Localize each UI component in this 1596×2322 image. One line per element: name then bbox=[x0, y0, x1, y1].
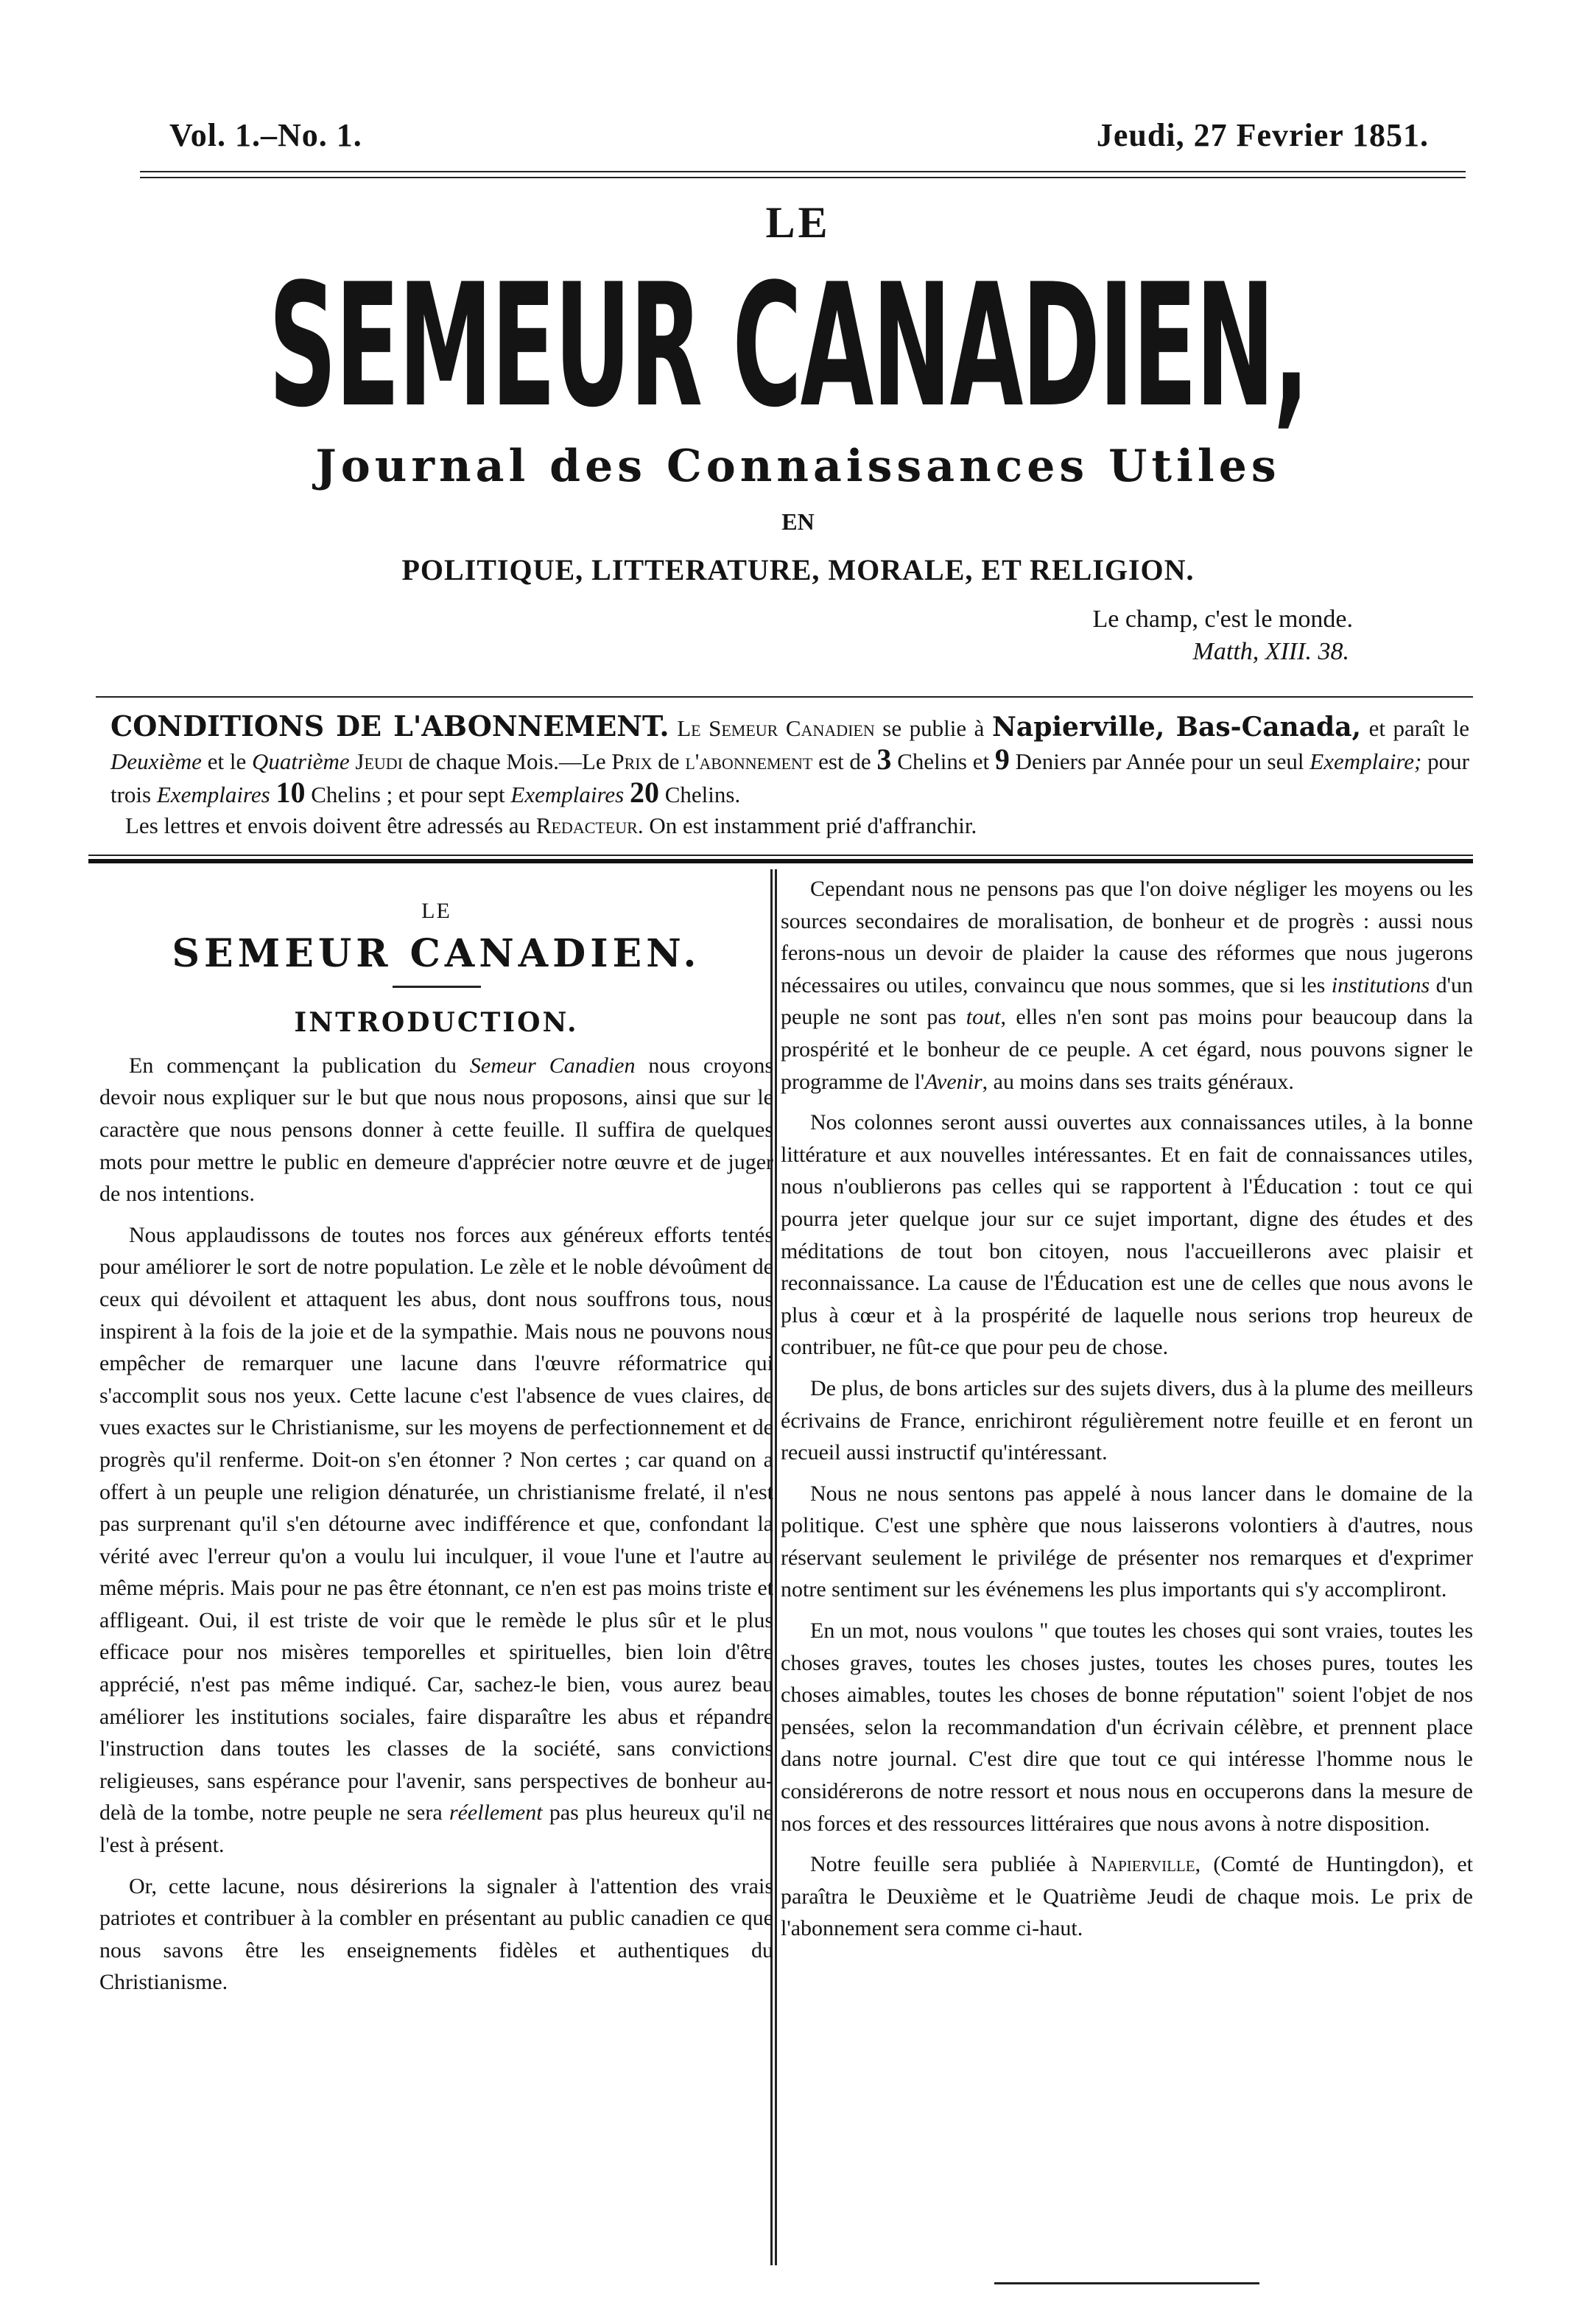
intro-paragraph-1: En commençant la publication du Semeur Canadien nous croyons devoir nous expliquer sur le but que nous nous proposons, ainsi que sur le caractère que nous pensons donner à cette feuille. Il suffira de quelques mots pour mettre le public en demeure d'apprécier notre œuvre et de juger de nos intentions. bbox=[99, 1053, 773, 1207]
title-rule bbox=[393, 986, 481, 988]
subscription-conditions bbox=[110, 711, 1469, 841]
conditions-paragraph: CONDITIONS DE L'ABONNEMENT. Le Semeur Canadien se publie à Napierville, Bas-Canada, et paraît le Deuxième et le Quatrième Jeudi de chaque Mois.—Le Prix de l'abonnement est de 3 Chelins et 9 Deniers par Année pour un seul Exemplaire; pour trois Exemplaires 10 Chelins ; et pour sept Exemplaires 20 Chelins. bbox=[110, 709, 1470, 809]
masthead-le: LE bbox=[765, 198, 831, 247]
column-divider-2 bbox=[775, 869, 777, 2265]
article-title: SEMEUR CANADIEN. bbox=[172, 930, 701, 976]
dateline bbox=[155, 116, 1444, 164]
left-column bbox=[99, 873, 773, 2007]
right-paragraph-4: Nous ne nous sentons pas appelé à nous lancer dans le domaine de la politique. C'est une sphère que nous laisserons volontiers à d'autres, nous réservant seulement le privilége de présenter nos remarques et d'exprimer notre sentiment sur les événemens les plus importants qui s'y accompliront. bbox=[781, 1481, 1473, 1602]
publication-place: Napierville, Bas-Canada, bbox=[991, 712, 1362, 743]
dateline-rule-2 bbox=[140, 177, 1466, 178]
conditions-letters-note: Les lettres et envois doivent être adressés au Redacteur. On est instamment prié d'affranchir. bbox=[125, 813, 977, 838]
price-three-copies: 10 bbox=[275, 776, 306, 809]
masthead-subtitle: Journal des Connaissances Utiles bbox=[315, 441, 1281, 492]
masthead-en: EN bbox=[781, 508, 815, 535]
right-paragraph-2: Nos colonnes seront aussi ouvertes aux connaissances utiles, à la bonne littérature et aux nouvelles intéressantes. Et en fait de connaissances utiles, nous n'oublierons pas celles qui se rapportent à l'Éducation : tout ce qui pourra jeter quelque jour sur ce sujet important, digne des études et des méditations de tout bon citoyen, nous l'accueillerons avec plaisir et reconnaissance. La cause de l'Éducation est une de celles que nous avons le plus à cœur et à la prospérité de laquelle nous serions trop heureux de contribuer, ne fût-ce que pour peu de chose. bbox=[781, 1110, 1473, 1360]
issue-date: Jeudi, 27 Fevrier 1851. bbox=[1096, 117, 1429, 153]
price-seven-copies: 20 bbox=[629, 776, 659, 809]
intro-paragraph-2: Nous applaudissons de toutes nos forces aux généreux efforts tentés pour améliorer le sort de notre population. Le zèle et le noble dévoûment de ceux qui dévoilent et attaquent les abus, dont nous souffrons tous, nous inspirent à la fois de la joie et de la sympathie. Mais nous ne pouvons nous empêcher de remarquer une lacune dans l'œuvre réformatrice qui s'accomplit sous nos yeux. Cette lacune c'est l'absence de vues claires, de vues exactes sur le Christianisme, sur les moyens de perfectionnement et de progrès qu'il renferme. Doit-on s'en étonner ? Non certes ; car quand on a offert à un peuple une religion dénaturée, un christianisme frelaté, il n'est pas surprenant qu'il s'en détourne avec indifférence et que, confondant la vérité avec l'erreur qu'on a voulu lui inculquer, il voue l'une et l'autre au même mépris. Mais pour ne pas être étonnant, ce n'en est pas moins triste et affligeant. Oui, il est triste de voir que le remède le plus sûr et le plus efficace pour nos misères temporelles et spirituelles, bien loin d'être apprécié, n'est pas même indiqué. Car, sachez-le bien, vous aurez beau améliorer les institutions sociales, faire disparaître les abus et répandre l'instruction dans toutes les classes de la société, sans convictions religieuses, sans espérance pour l'avenir, sans perspectives de bonheur au-delà de la tombe, notre peuple ne sera réellement pas plus heureux qu'il ne l'est à présent. bbox=[99, 1222, 773, 1858]
article-end-rule bbox=[994, 2282, 1259, 2284]
intro-paragraph-3: Or, cette lacune, nous désirerions la signaler à l'attention des vrais patriotes et contribuer à la combler en présentant au public canadien ce que nous savons être les enseignements fidèles et authentiques du Christianisme. bbox=[99, 1873, 773, 1995]
price-shillings: 3 bbox=[876, 743, 892, 776]
introduction-heading: INTRODUCTION. bbox=[294, 1007, 579, 1039]
columns-top-rule bbox=[88, 855, 1473, 856]
masthead-title: SEMEUR CANADIEN, bbox=[268, 248, 1308, 445]
article-le: LE bbox=[421, 899, 451, 923]
right-column bbox=[781, 873, 1473, 1954]
right-paragraph-5: En un mot, nous voulons " que toutes les choses qui sont vraies, toutes les choses graves, toutes les choses justes, toutes les choses pures, toutes les choses aimables, toutes les choses de bonne réputation" soient l'objet de nos pensées, selon la recommandation d'un écrivain célèbre, et prennent place dans notre journal. C'est dire que tout ce qui intéresse l'homme nous le considérerons de notre ressort et nous nous en occuperons dans la mesure de nos forces et des ressources littéraires que nous avons à notre disposition. bbox=[781, 1618, 1473, 1836]
masthead-topics: POLITIQUE, LITTERATURE, MORALE, ET RELIGION. bbox=[401, 553, 1195, 586]
conditions-top-rule bbox=[96, 696, 1473, 698]
columns-top-rule-thick bbox=[88, 859, 1473, 863]
right-paragraph-6: Notre feuille sera publiée à Napierville, (Comté de Huntingdon), et paraîtra le Deuxième et le Quatrième Jeudi de chaque mois. Le prix de l'abonnement sera comme ci-haut. bbox=[781, 1852, 1474, 1941]
conditions-heading: CONDITIONS DE L'ABONNEMENT. bbox=[110, 709, 669, 743]
right-paragraph-1: Cependant nous ne pensons pas que l'on doive négliger les moyens ou les sources secondaires de moralisation, de bonheur et de progrès : aussi nous ferons-nous un devoir de plaider la cause des réformes que nous jugerons nécessaires ou utiles, convaincu que nous sommes, que si les institutions d'un peuple ne sont pas tout, elles n'en sont pas moins pour beaucoup dans la prospérité et le bonheur de ce peuple. A cet égard, nous pouvons signer le programme de l'Avenir, au moins dans ses traits généraux. bbox=[781, 877, 1474, 1094]
motto-citation: Matth, XIII. 38. bbox=[1192, 638, 1349, 665]
price-pence: 9 bbox=[994, 743, 1010, 776]
volume-number: Vol. 1.–No. 1. bbox=[169, 117, 362, 153]
dateline-rule bbox=[140, 171, 1466, 172]
right-paragraph-3: De plus, de bons articles sur des sujets divers, dus à la plume des meilleurs écrivains de France, enrichiront régulièrement notre feuille et en feront un recueil aussi instructif qu'intéressant. bbox=[781, 1375, 1473, 1465]
motto-quote: Le champ, c'est le monde. bbox=[1092, 606, 1353, 633]
